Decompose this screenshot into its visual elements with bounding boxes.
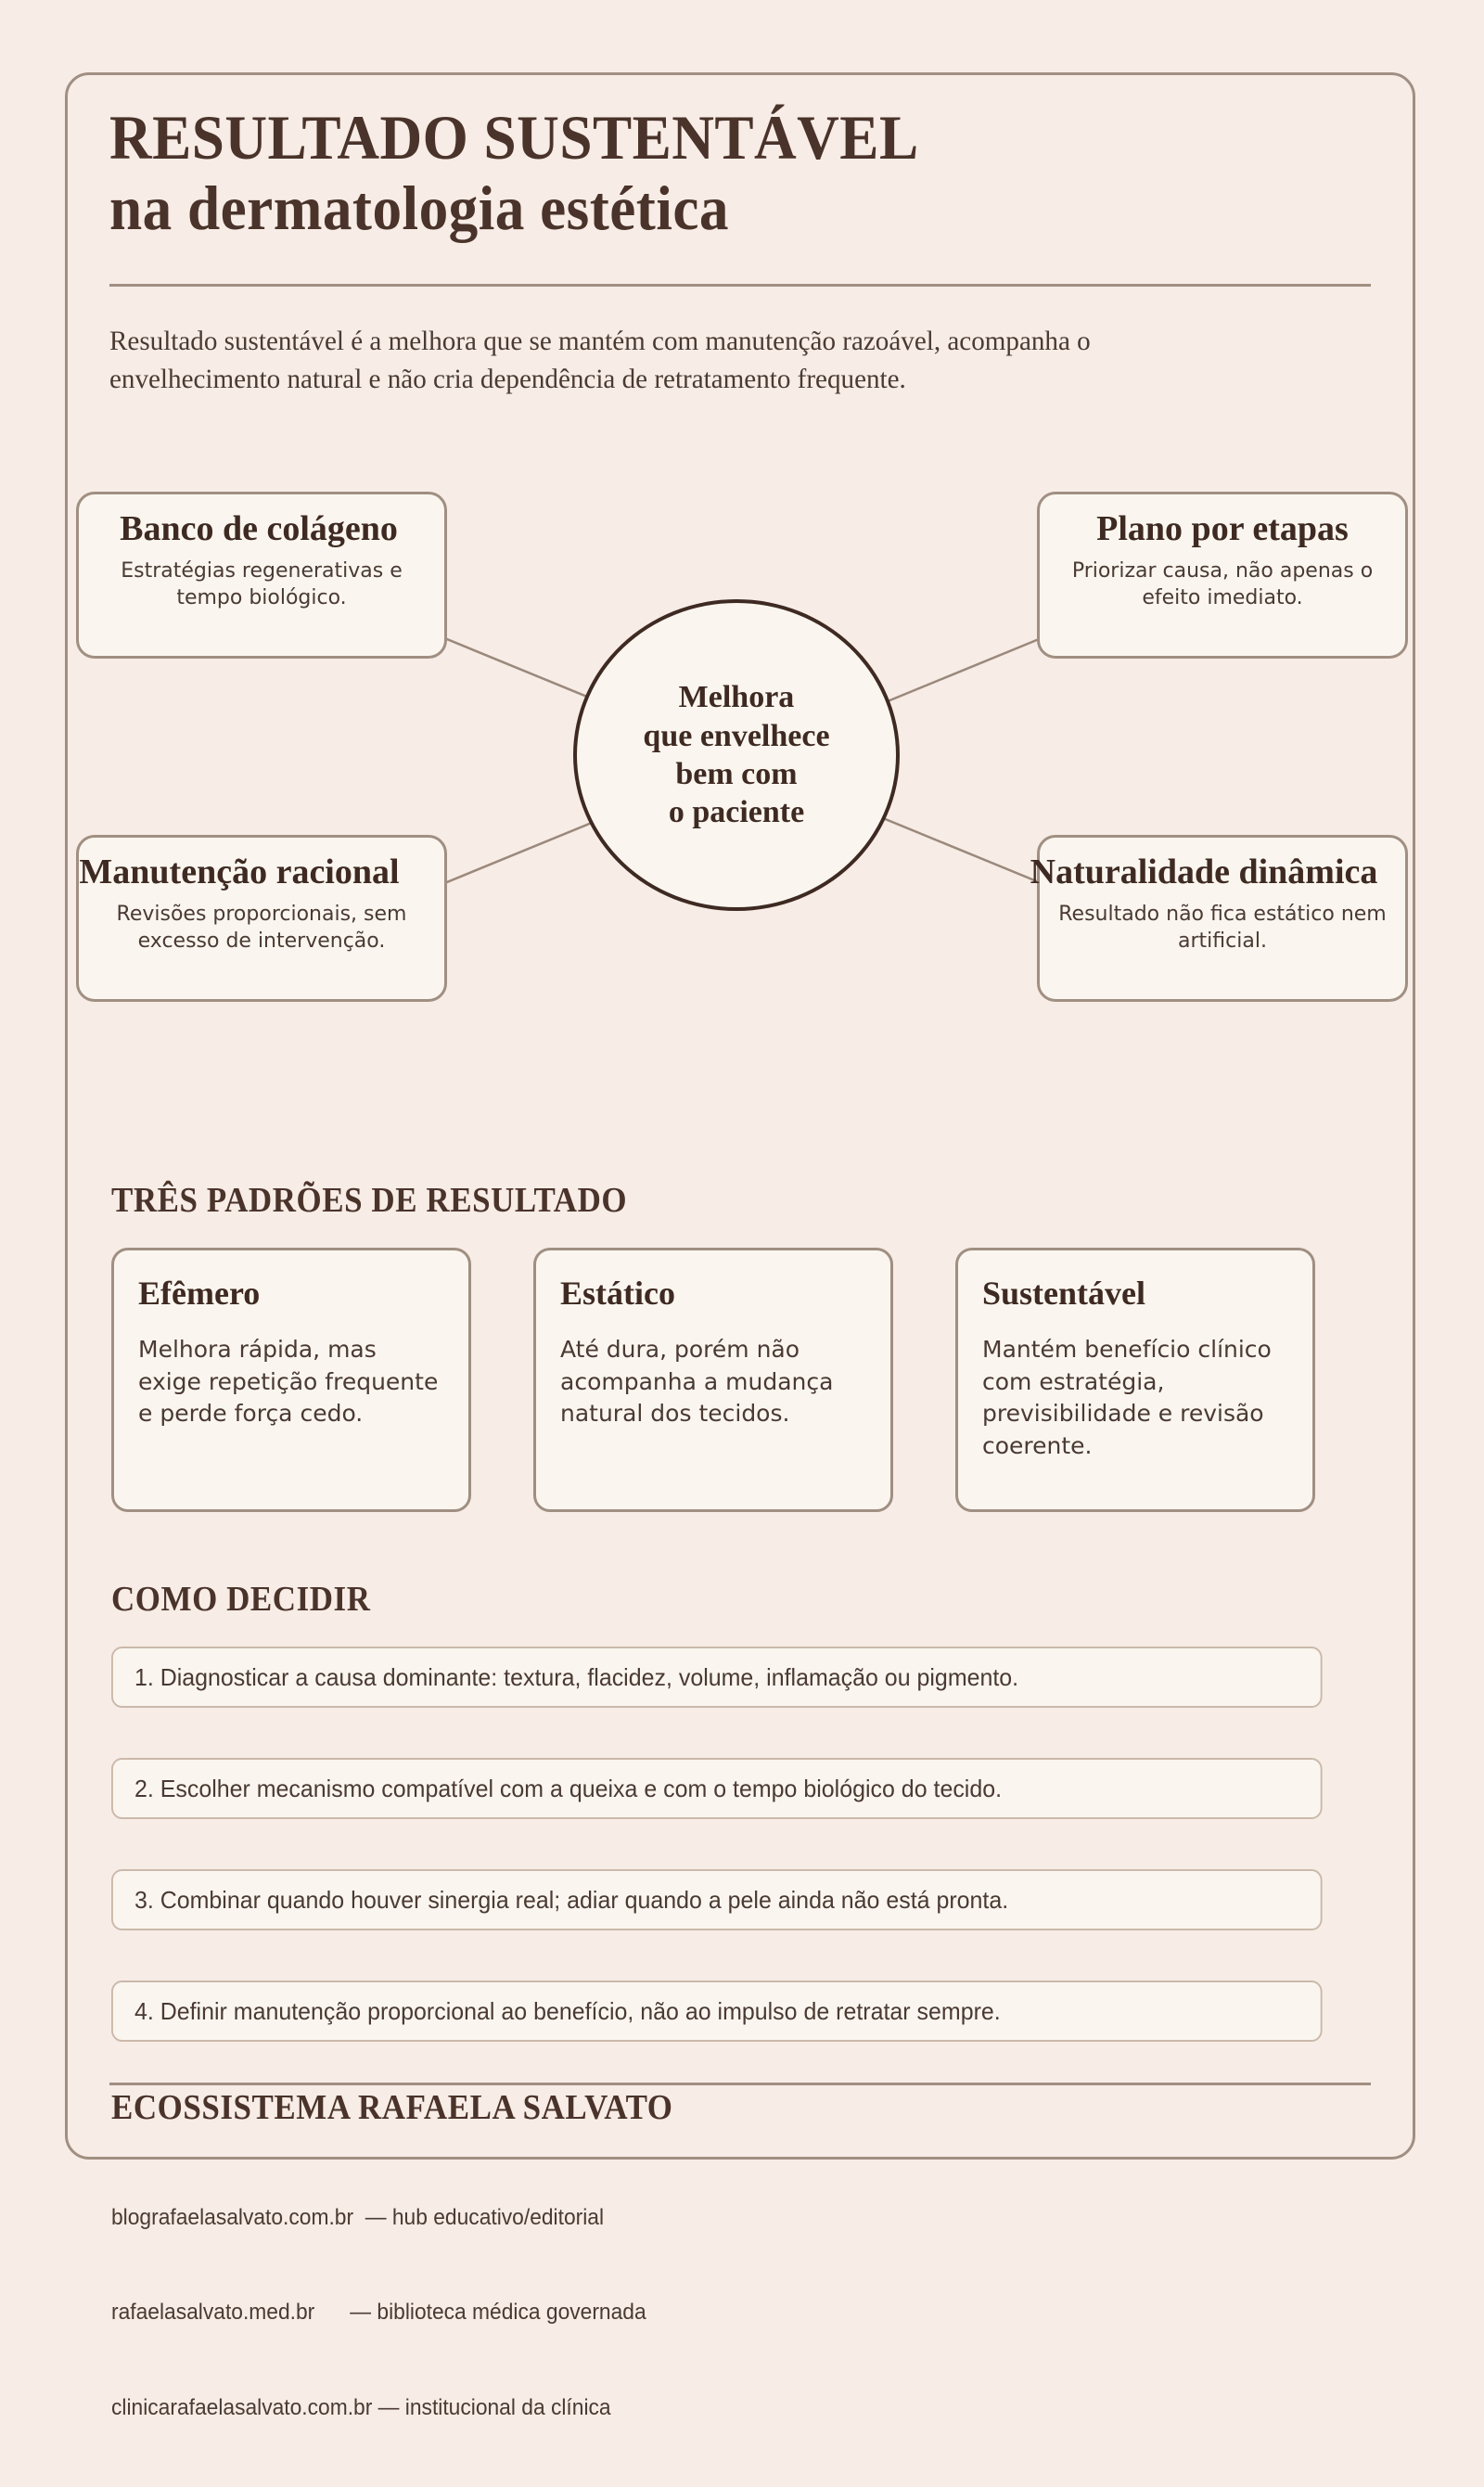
diagram-node-naturalidade-dinamica[interactable] xyxy=(1030,835,1408,1002)
section-heading-decide: COMO DECIDIR xyxy=(111,1580,371,1619)
footer-title: ECOSSISTEMA RAFAELA SALVATO xyxy=(111,2088,673,2127)
hub-text xyxy=(643,678,829,832)
title-line-1: RESULTADO SUSTENTÁVEL xyxy=(109,102,919,173)
diagram-hub xyxy=(573,599,900,911)
node-title: Plano por etapas xyxy=(1096,509,1349,548)
hub-line-1: Melhora xyxy=(678,680,795,715)
card-title: Estático xyxy=(560,1275,675,1312)
page-title xyxy=(109,102,1380,243)
card-title: Efêmero xyxy=(138,1275,261,1312)
card-body: Melhora rápida, mas exige repetição frequente e perde força cedo. xyxy=(138,1336,439,1427)
card-title: Sustentável xyxy=(982,1275,1146,1312)
diagram-node-plano-por-etapas[interactable] xyxy=(1037,492,1408,659)
hub-line-4: o paciente xyxy=(668,795,805,830)
diagram-node-manutencao-racional[interactable] xyxy=(76,835,447,1002)
footer-link-clinica[interactable]: clinicarafaelasalvato.com.br — institucional da clínica xyxy=(111,2394,611,2420)
concept-diagram xyxy=(0,464,1484,1039)
hub-line-2: que envelhece xyxy=(643,718,830,753)
section-heading-patterns: TRÊS PADRÕES DE RESULTADO xyxy=(111,1181,628,1220)
decide-step-3[interactable]: 3. Combinar quando houver sinergia real; adiar quando a pele ainda não está pronta. xyxy=(111,1869,1323,1930)
node-description: Revisões proporcionais, sem excesso de intervenção. xyxy=(116,903,407,954)
decide-step-2[interactable]: 2. Escolher mecanismo compatível com a queixa e com o tempo biológico do tecido. xyxy=(111,1758,1323,1819)
node-title: Manutenção racional xyxy=(79,853,400,891)
node-title: Naturalidade dinâmica xyxy=(1030,853,1378,891)
node-description: Resultado não fica estático nem artificial. xyxy=(1058,903,1387,954)
decide-step-1[interactable]: 1. Diagnosticar a causa dominante: textura, flacidez, volume, inflamação ou pigmento. xyxy=(111,1647,1323,1708)
hub-line-3: bem com xyxy=(675,757,798,791)
card-body: Mantém benefício clínico com estratégia, previsibilidade e revisão coerente. xyxy=(982,1336,1272,1459)
node-description: Estratégias regenerativas e tempo biológico. xyxy=(121,559,403,610)
node-description: Priorizar causa, não apenas o efeito imediato. xyxy=(1071,559,1374,610)
title-line-2: na dermatologia estética xyxy=(109,173,729,244)
pattern-card-sustentavel[interactable] xyxy=(955,1248,1315,1512)
card-body: Até dura, porém não acompanha a mudança natural dos tecidos. xyxy=(560,1336,834,1427)
title-divider xyxy=(109,284,1371,287)
footer-link-blog[interactable]: blografaelasalvato.com.br — hub educativo/editorial xyxy=(111,2205,605,2231)
decide-step-4[interactable]: 4. Definir manutenção proporcional ao benefício, não ao impulso de retratar sempre. xyxy=(111,1981,1323,2042)
node-title: Banco de colágeno xyxy=(120,509,398,548)
footer-link-med[interactable]: rafaelasalvato.med.br — biblioteca médica governada xyxy=(111,2300,646,2326)
pattern-card-efemero[interactable] xyxy=(111,1248,471,1512)
footer-divider xyxy=(109,2083,1371,2085)
intro-paragraph: Resultado sustentável é a melhora que se mantém com manutenção razoável, acompanha o envelhecimento natural e não cria dependência de retratamento frequente. xyxy=(109,326,1091,394)
footer-links xyxy=(111,2139,646,2487)
diagram-node-banco-de-colageno[interactable] xyxy=(76,492,447,659)
pattern-card-estatico[interactable] xyxy=(533,1248,893,1512)
